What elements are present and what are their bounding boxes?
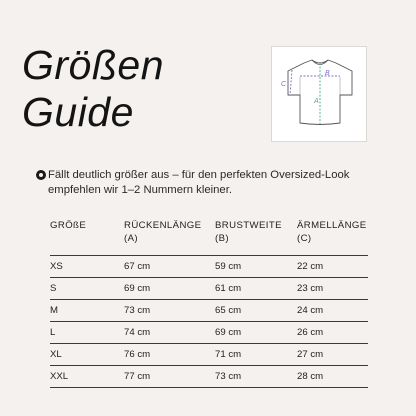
cell-chest-width: 59 cm	[215, 256, 297, 278]
fit-note: Fällt deutlich größer aus – für den perfekten Oversized-Look empfehlen wir 1–2 Nummern kleiner.	[48, 169, 350, 196]
cell-back-length: 69 cm	[124, 278, 215, 300]
cell-size: XL	[50, 344, 124, 366]
cell-back-length: 77 cm	[124, 366, 215, 388]
table-row	[50, 322, 368, 344]
page-title	[22, 42, 164, 136]
cell-back-length: 74 cm	[124, 322, 215, 344]
title-line-2: Guide	[22, 89, 134, 135]
tshirt-outline-icon	[272, 47, 368, 143]
measure-label-b: B	[325, 70, 330, 77]
cell-sleeve-length: 23 cm	[297, 278, 368, 300]
cell-sleeve-length: 22 cm	[297, 256, 368, 278]
header-back-length: RÜCKENLÄNGE (A)	[124, 216, 215, 256]
cell-chest-width: 71 cm	[215, 344, 297, 366]
cell-sleeve-length: 26 cm	[297, 322, 368, 344]
cell-chest-width: 73 cm	[215, 366, 297, 388]
header-sleeve-length: ÄRMELLÄNGE (C)	[297, 216, 368, 256]
cell-sleeve-length: 28 cm	[297, 366, 368, 388]
header-chest-width: BRUSTWEITE (B)	[215, 216, 297, 256]
table-row	[50, 366, 368, 388]
measure-label-c: C	[281, 81, 287, 88]
cell-back-length: 67 cm	[124, 256, 215, 278]
table-row	[50, 278, 368, 300]
cell-chest-width: 69 cm	[215, 322, 297, 344]
cell-sleeve-length: 27 cm	[297, 344, 368, 366]
header-size: GRÖßE	[50, 216, 124, 256]
measure-label-a: A	[314, 98, 319, 105]
cell-sleeve-length: 24 cm	[297, 300, 368, 322]
cell-back-length: 73 cm	[124, 300, 215, 322]
cell-chest-width: 65 cm	[215, 300, 297, 322]
table-header-row	[50, 216, 368, 256]
table-row	[50, 300, 368, 322]
cell-size: M	[50, 300, 124, 322]
cell-size: L	[50, 322, 124, 344]
cell-size: XS	[50, 256, 124, 278]
tshirt-measurement-diagram	[271, 46, 367, 142]
cell-back-length: 76 cm	[124, 344, 215, 366]
title-line-1: Größen	[22, 42, 164, 88]
cell-chest-width: 61 cm	[215, 278, 297, 300]
info-dot-icon	[36, 170, 46, 180]
cell-size: XXL	[50, 366, 124, 388]
cell-size: S	[50, 278, 124, 300]
size-table	[50, 216, 368, 388]
table-row	[50, 344, 368, 366]
table-row	[50, 256, 368, 278]
